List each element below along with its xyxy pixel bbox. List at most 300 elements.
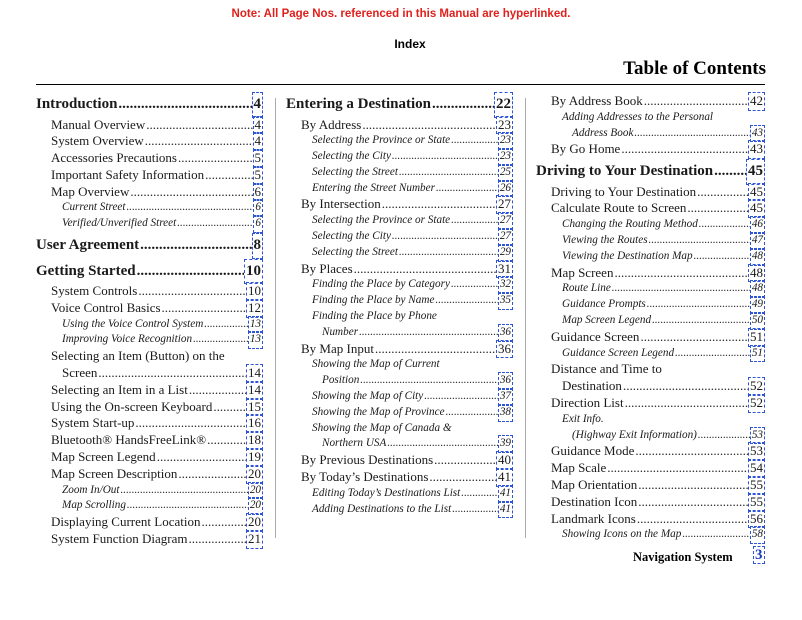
- toc-entry-title: Getting Started: [36, 262, 136, 279]
- toc-entry-title: Map Screen Legend: [51, 449, 156, 465]
- toc-entry-title: By Map Input: [301, 340, 374, 356]
- dot-leader: [434, 452, 496, 469]
- page-link[interactable]: 36: [499, 373, 512, 389]
- dot-leader: [362, 117, 496, 134]
- page-title: Table of Contents: [623, 58, 766, 79]
- dot-leader: [118, 93, 251, 117]
- toc-entry-title: Guidance Screen Legend: [562, 346, 675, 359]
- toc-entry-route-line[interactable]: [536, 281, 764, 297]
- page-link[interactable]: 4: [254, 116, 261, 132]
- toc-entry-guidance-screen-legend[interactable]: [536, 346, 764, 362]
- dot-leader: [387, 436, 497, 452]
- page-link[interactable]: 43: [750, 141, 763, 157]
- footer-page-number[interactable]: 3: [755, 547, 763, 563]
- toc-entry-selecting-an-item-button-on-the[interactable]: [36, 348, 262, 382]
- toc-entry-title: By Go Home: [551, 141, 621, 157]
- toc-entry-title: Voice Control Basics: [51, 299, 161, 315]
- page-link[interactable]: 12: [248, 299, 261, 315]
- page-link[interactable]: 14: [248, 381, 261, 397]
- toc-entry-title: Guidance Prompts: [562, 298, 646, 311]
- toc-entry-selecting-the-city[interactable]: [286, 229, 512, 245]
- dot-leader: [623, 378, 748, 395]
- toc-entry-showing-the-map-of-current[interactable]: [286, 357, 512, 389]
- toc-entry-title: Guidance Screen: [551, 328, 640, 344]
- dot-leader: [612, 281, 750, 297]
- toc-entry-title: Improving Voice Recognition: [62, 333, 193, 346]
- toc-entry-calculate-route-to-screen[interactable]: [536, 200, 764, 217]
- toc-entry-system-function-diagram[interactable]: [36, 531, 262, 548]
- dot-leader: [451, 133, 498, 149]
- toc-entry-title: Selecting the Street: [312, 165, 398, 178]
- toc-entry-title: Map Overview: [51, 183, 130, 199]
- toc-entry-finding-the-place-by-phone[interactable]: [286, 309, 512, 341]
- footer-section-label: Navigation System: [633, 550, 733, 564]
- toc-entry-adding-addresses-to-the-personal[interactable]: [536, 110, 764, 142]
- page-link[interactable]: 51: [751, 346, 764, 362]
- page-link[interactable]: 38: [499, 405, 512, 421]
- dot-leader: [698, 428, 750, 444]
- toc-entry-title: Selecting the City: [312, 150, 391, 163]
- toc-entry-bluetooth-handsfreelink[interactable]: [36, 432, 262, 449]
- dot-leader: [635, 443, 748, 460]
- toc-entry-destination-icon[interactable]: [536, 494, 764, 511]
- toc-entry-title: Guidance Mode: [551, 443, 635, 459]
- toc-entry-title: Entering the Street Number: [312, 181, 435, 194]
- toc-entry-selecting-an-item-in-a-list[interactable]: [36, 382, 262, 399]
- dot-leader: [359, 325, 498, 341]
- page-link[interactable]: 6: [254, 183, 261, 199]
- toc-entry-title-continued: Northern USA: [322, 437, 387, 450]
- toc-entry-map-screen-legend[interactable]: [536, 313, 764, 329]
- dot-leader: [638, 477, 748, 494]
- toc-entry-title: Manual Overview: [51, 116, 146, 132]
- dot-leader: [146, 117, 252, 134]
- dot-leader: [634, 126, 749, 142]
- toc-entry-title: System Overview: [51, 133, 144, 149]
- page-link[interactable]: 20: [249, 498, 262, 514]
- toc-section-introduction[interactable]: [36, 93, 262, 117]
- dot-leader: [127, 498, 248, 514]
- dot-leader: [178, 466, 246, 483]
- toc-entry-showing-the-map-of-city[interactable]: [286, 389, 512, 405]
- dot-leader: [647, 297, 750, 313]
- toc-entry-title: Current Street: [62, 201, 126, 214]
- toc-entry-title: Important Safety Information: [51, 166, 205, 182]
- page-link[interactable]: 41: [499, 486, 512, 502]
- page-link[interactable]: 55: [750, 477, 763, 493]
- dot-leader: [649, 233, 750, 249]
- toc-entry-title: Entering a Destination: [286, 96, 432, 112]
- page-link[interactable]: 35: [499, 293, 512, 309]
- column-divider: [275, 98, 276, 538]
- dot-leader: [140, 234, 251, 258]
- toc-section-entering-a-destination[interactable]: [286, 93, 512, 117]
- page-link[interactable]: 8: [253, 234, 263, 258]
- toc-entry-current-street[interactable]: [36, 200, 262, 216]
- dot-leader: [625, 395, 748, 412]
- toc-entry-title: Using the On-screen Keyboard: [51, 398, 213, 414]
- page-link[interactable]: 4: [253, 93, 263, 117]
- toc-entry-title: System Controls: [51, 283, 138, 299]
- toc-entry-title: Driving to Your Destination: [536, 163, 714, 180]
- page-link[interactable]: 6: [254, 216, 262, 232]
- toc-entry-using-the-voice-control-system[interactable]: [36, 317, 262, 333]
- toc-entry-editing-today-s-destinations-list[interactable]: [286, 486, 512, 502]
- toc-entry-finding-the-place-by-category[interactable]: [286, 277, 512, 293]
- toc-entry-improving-voice-recognition[interactable]: [36, 332, 262, 348]
- toc-entry-title: Map Screen Description: [51, 465, 178, 481]
- dot-leader: [424, 389, 498, 405]
- toc-entry-map-scrolling[interactable]: [36, 498, 262, 514]
- dot-leader: [640, 329, 748, 346]
- page-link[interactable]: 42: [750, 93, 763, 108]
- toc-entry-title-continued: Number: [322, 325, 359, 338]
- toc-entry-title: Adding Destinations to the List: [312, 502, 452, 515]
- toc-entry-by-today-s-destinations[interactable]: [286, 469, 512, 486]
- page-link[interactable]: 40: [498, 452, 511, 468]
- dot-leader: [177, 216, 253, 232]
- toc-entry-system-controls[interactable]: [36, 283, 262, 300]
- dot-leader: [189, 531, 247, 548]
- toc-entry-title: Map Screen Legend: [562, 314, 652, 327]
- dot-leader: [637, 511, 748, 528]
- page-link[interactable]: 22: [495, 93, 512, 117]
- toc-entry-by-places[interactable]: [286, 261, 512, 278]
- toc-entry-title: System Start-up: [51, 415, 135, 431]
- toc-entry-system-overview[interactable]: [36, 133, 262, 150]
- toc-entry-showing-the-map-of-canada[interactable]: [286, 421, 512, 453]
- toc-entry-title: Selecting the Street: [312, 245, 398, 258]
- toc-entry-manual-overview[interactable]: [36, 117, 262, 134]
- toc-entry-title: Adding Addresses to the Personal: [562, 110, 714, 123]
- dot-leader: [675, 346, 750, 362]
- toc-entry-title: Driving to Your Destination: [551, 183, 697, 199]
- toc-entry-guidance-screen[interactable]: [536, 329, 764, 346]
- page-link[interactable]: 18: [248, 432, 261, 448]
- dot-leader: [451, 213, 498, 229]
- dot-leader: [621, 141, 748, 158]
- toc-entry-selecting-the-city[interactable]: [286, 149, 512, 165]
- toc-column-3: [536, 93, 764, 543]
- dot-leader: [193, 332, 248, 348]
- toc-entry-using-the-on-screen-keyboard[interactable]: [36, 399, 262, 416]
- dot-leader: [354, 261, 496, 278]
- dot-leader: [205, 167, 252, 184]
- index-link[interactable]: Index: [394, 37, 426, 51]
- toc-entry-title: Changing the Routing Method: [562, 218, 698, 231]
- page-link[interactable]: 31: [498, 260, 511, 276]
- toc-entry-title: By Places: [301, 260, 353, 276]
- toc-entry-title: Bluetooth® HandsFreeLink®: [51, 432, 207, 448]
- dot-leader: [204, 317, 248, 333]
- toc-entry-title: Accessories Precautions: [51, 150, 177, 166]
- dot-leader: [607, 460, 748, 477]
- page-link[interactable]: 10: [248, 283, 261, 299]
- toc-section-driving-to-your-destination[interactable]: [536, 160, 764, 184]
- dot-leader: [699, 217, 750, 233]
- dot-leader: [392, 149, 498, 165]
- toc-entry-title: Verified/Unverified Street: [62, 217, 177, 230]
- dot-leader: [189, 382, 246, 399]
- toc-entry-zoom-in-out[interactable]: [36, 483, 262, 499]
- toc-entry-title: By Address: [301, 116, 362, 132]
- toc-entry-title: User Agreement: [36, 237, 140, 254]
- toc-entry-title: Map Scrolling: [62, 499, 126, 512]
- toc-entry-title: System Function Diagram: [51, 531, 188, 547]
- page-link[interactable]: 41: [499, 502, 512, 518]
- page-link[interactable]: 5: [254, 150, 261, 166]
- dot-leader: [687, 200, 748, 217]
- page-link[interactable]: 20: [248, 514, 261, 530]
- toc-entry-title: Zoom In/Out: [62, 483, 120, 496]
- toc-entry-by-go-home[interactable]: [536, 141, 764, 158]
- toc-entry-title: Landmark Icons: [551, 510, 636, 526]
- page-link[interactable]: 49: [751, 297, 764, 313]
- toc-entry-title: Finding the Place by Phone: [312, 310, 437, 323]
- page-link[interactable]: 5: [254, 166, 261, 182]
- toc-entry-title: Direction List: [551, 395, 624, 411]
- toc-entry-viewing-the-routes[interactable]: [536, 233, 764, 249]
- page-link[interactable]: 29: [499, 245, 512, 261]
- toc-entry-title-continued: Destination: [562, 378, 622, 394]
- toc-entry-title: Introduction: [36, 96, 118, 112]
- dot-leader: [382, 196, 496, 213]
- page-link[interactable]: 32: [499, 277, 512, 293]
- toc-entry-important-safety-information[interactable]: [36, 167, 262, 184]
- toc-entry-map-screen-legend[interactable]: [36, 449, 262, 466]
- page-link[interactable]: 51: [750, 328, 763, 344]
- page-link[interactable]: 19: [248, 449, 261, 465]
- page-link[interactable]: 46: [751, 217, 764, 233]
- toc-entry-title-continued: (Highway Exit Information): [572, 428, 697, 441]
- page-link[interactable]: 23: [498, 116, 511, 132]
- toc-entry-title-continued: Address Book: [572, 126, 634, 139]
- toc-entry-title: Showing the Map of Current: [312, 358, 440, 371]
- toc-entry-title: Map Screen: [551, 264, 614, 280]
- page-link[interactable]: 16: [248, 415, 261, 431]
- dot-leader: [121, 483, 248, 499]
- page-link[interactable]: 58: [751, 527, 764, 543]
- page-link[interactable]: 47: [751, 233, 764, 249]
- page-link[interactable]: 43: [751, 126, 764, 142]
- page-link[interactable]: 48: [751, 281, 764, 297]
- toc-entry-map-overview[interactable]: [36, 184, 262, 201]
- toc-entry-entering-the-street-number[interactable]: [286, 181, 512, 197]
- toc-entry-title: Viewing the Routes: [562, 234, 648, 247]
- page-link[interactable]: 48: [751, 249, 764, 265]
- toc-entry-title: Using the Voice Control System: [62, 317, 204, 330]
- toc-entry-changing-the-routing-method[interactable]: [536, 217, 764, 233]
- page-link[interactable]: 23: [499, 149, 512, 165]
- toc-section-getting-started[interactable]: [36, 260, 262, 284]
- dot-leader: [429, 469, 496, 486]
- dot-leader: [461, 486, 498, 502]
- toc-entry-viewing-the-destination-map[interactable]: [536, 249, 764, 265]
- dot-leader: [614, 265, 748, 282]
- toc-entry-title: Finding the Place by Category: [312, 278, 450, 291]
- toc-entry-title: Selecting the Province or State: [312, 214, 451, 227]
- dot-leader: [127, 200, 254, 216]
- toc-entry-verified-unverified-street[interactable]: [36, 216, 262, 232]
- toc-column-1: [36, 93, 262, 548]
- toc-entry-title: By Intersection: [301, 196, 381, 212]
- page-link[interactable]: 4: [254, 133, 261, 149]
- toc-entry-title: Selecting an Item (Button) on the: [51, 348, 225, 364]
- dot-leader: [375, 341, 496, 358]
- toc-entry-title: Viewing the Destination Map: [562, 249, 693, 262]
- toc-entry-selecting-the-street[interactable]: [286, 165, 512, 181]
- dot-leader: [138, 283, 246, 300]
- page-link[interactable]: 6: [254, 200, 262, 216]
- toc-entry-title: Map Orientation: [551, 477, 638, 493]
- toc-entry-title: Displaying Current Location: [51, 514, 201, 530]
- toc-entry-by-previous-destinations[interactable]: [286, 452, 512, 469]
- toc-entry-system-start-up[interactable]: [36, 415, 262, 432]
- page-link[interactable]: 13: [249, 332, 262, 348]
- dot-leader: [157, 449, 246, 466]
- dot-leader: [201, 514, 246, 531]
- page-link[interactable]: 13: [249, 317, 262, 333]
- toc-entry-selecting-the-province-or-state[interactable]: [286, 133, 512, 149]
- page-link[interactable]: 36: [499, 325, 512, 341]
- dot-leader: [694, 249, 750, 265]
- toc-entry-selecting-the-province-or-state[interactable]: [286, 213, 512, 229]
- toc-entry-map-orientation[interactable]: [536, 477, 764, 494]
- dot-leader: [213, 399, 246, 416]
- toc-entry-map-screen[interactable]: [536, 265, 764, 282]
- page-link[interactable]: 37: [499, 389, 512, 405]
- dot-leader: [432, 93, 494, 117]
- toc-entry-by-address[interactable]: [286, 117, 512, 134]
- title-rule: [36, 84, 765, 85]
- dot-leader: [452, 502, 498, 518]
- toc-entry-selecting-the-street[interactable]: [286, 245, 512, 261]
- page-link[interactable]: 52: [750, 378, 763, 394]
- toc-entry-title: By Previous Destinations: [301, 452, 434, 468]
- toc-entry-map-screen-description[interactable]: [36, 466, 262, 483]
- page-link[interactable]: 21: [248, 531, 261, 547]
- page-link[interactable]: 26: [499, 181, 512, 197]
- toc-entry-voice-control-basics[interactable]: [36, 300, 262, 317]
- dot-leader: [435, 293, 497, 309]
- toc-entry-title: Showing the Map of Province: [312, 405, 445, 418]
- toc-entry-title: Finding the Place by Name: [312, 294, 435, 307]
- toc-entry-title: Selecting an Item in a List: [51, 381, 188, 397]
- page-link[interactable]: 15: [248, 398, 261, 414]
- toc-entry-by-intersection[interactable]: [286, 196, 512, 213]
- toc-entry-direction-list[interactable]: [536, 395, 764, 412]
- toc-entry-title: Selecting the Province or State: [312, 134, 451, 147]
- toc-entry-map-scale[interactable]: [536, 460, 764, 477]
- dot-leader: [207, 432, 246, 449]
- page-link[interactable]: 23: [499, 133, 512, 149]
- toc-entry-title: Map Scale: [551, 460, 607, 476]
- page-link[interactable]: 45: [750, 183, 763, 199]
- page-link[interactable]: 27: [498, 196, 511, 212]
- dot-leader: [130, 184, 252, 201]
- page-link[interactable]: 54: [750, 460, 763, 476]
- page-link[interactable]: 27: [499, 213, 512, 229]
- toc-entry-title: Showing the Map of Canada &: [312, 421, 452, 434]
- dot-leader: [697, 184, 748, 201]
- page-link[interactable]: 52: [750, 395, 763, 411]
- dot-leader: [162, 300, 246, 317]
- page-link[interactable]: 20: [249, 483, 262, 499]
- page-link[interactable]: 20: [248, 465, 261, 481]
- dot-leader: [399, 165, 498, 181]
- toc-entry-by-address-book[interactable]: [536, 93, 764, 110]
- toc-entry-title: Exit Info.: [562, 412, 604, 425]
- page-link[interactable]: 10: [245, 260, 262, 284]
- dot-leader: [145, 133, 253, 150]
- toc-entry-showing-the-map-of-province[interactable]: [286, 405, 512, 421]
- toc-entry-showing-icons-on-the-map[interactable]: [536, 527, 764, 543]
- toc-entry-distance-and-time-to[interactable]: [536, 361, 764, 395]
- toc-entry-title: Calculate Route to Screen: [551, 200, 687, 216]
- toc-entry-guidance-mode[interactable]: [536, 443, 764, 460]
- toc-entry-landmark-icons[interactable]: [536, 511, 764, 528]
- toc-entry-adding-destinations-to-the-list[interactable]: [286, 502, 512, 518]
- toc-column-2: [286, 93, 512, 517]
- page-link[interactable]: 25: [499, 165, 512, 181]
- page-link[interactable]: 53: [750, 443, 763, 459]
- dot-leader: [360, 373, 498, 389]
- page-link[interactable]: 39: [499, 436, 512, 452]
- toc-entry-title: Selecting the City: [312, 230, 391, 243]
- dot-leader: [714, 160, 746, 184]
- toc-entry-finding-the-place-by-name[interactable]: [286, 293, 512, 309]
- page-link[interactable]: 27: [499, 229, 512, 245]
- dot-leader: [135, 415, 246, 432]
- toc-entry-accessories-precautions[interactable]: [36, 150, 262, 167]
- page-link[interactable]: 36: [498, 340, 511, 356]
- dot-leader: [446, 405, 498, 421]
- toc-entry-title-continued: Screen: [62, 365, 98, 381]
- dot-leader: [638, 494, 748, 511]
- page-link[interactable]: 50: [751, 313, 764, 329]
- toc-entry-guidance-prompts[interactable]: [536, 297, 764, 313]
- page-link[interactable]: 45: [747, 160, 764, 184]
- column-divider: [525, 98, 526, 538]
- toc-entry-displaying-current-location[interactable]: [36, 514, 262, 531]
- toc-entry-exit-info[interactable]: [536, 412, 764, 444]
- page-link[interactable]: 55: [750, 493, 763, 509]
- toc-section-user-agreement[interactable]: [36, 234, 262, 258]
- toc-entry-title: Showing the Map of City: [312, 390, 424, 403]
- page-link[interactable]: 14: [248, 365, 261, 381]
- toc-entry-title: By Address Book: [551, 93, 643, 108]
- dot-leader: [98, 365, 246, 382]
- dot-leader: [137, 260, 244, 284]
- page-link[interactable]: 41: [498, 469, 511, 485]
- dot-leader: [682, 527, 749, 543]
- toc-entry-title-continued: Position: [322, 374, 360, 387]
- page-link[interactable]: 48: [750, 264, 763, 280]
- toc-entry-title: Editing Today’s Destinations List: [312, 486, 461, 499]
- toc-entry-title: Destination Icon: [551, 493, 638, 509]
- toc-entry-driving-to-your-destination[interactable]: [536, 184, 764, 201]
- toc-entry-by-map-input[interactable]: [286, 341, 512, 358]
- dot-leader: [652, 313, 750, 329]
- page-link[interactable]: 45: [750, 200, 763, 216]
- dot-leader: [178, 150, 253, 167]
- page-link[interactable]: 53: [751, 428, 764, 444]
- toc-entry-title: Route Line: [562, 282, 611, 295]
- toc-entry-title: By Today’s Destinations: [301, 469, 429, 485]
- page-link[interactable]: 56: [750, 510, 763, 526]
- dot-leader: [436, 181, 498, 197]
- dot-leader: [392, 229, 498, 245]
